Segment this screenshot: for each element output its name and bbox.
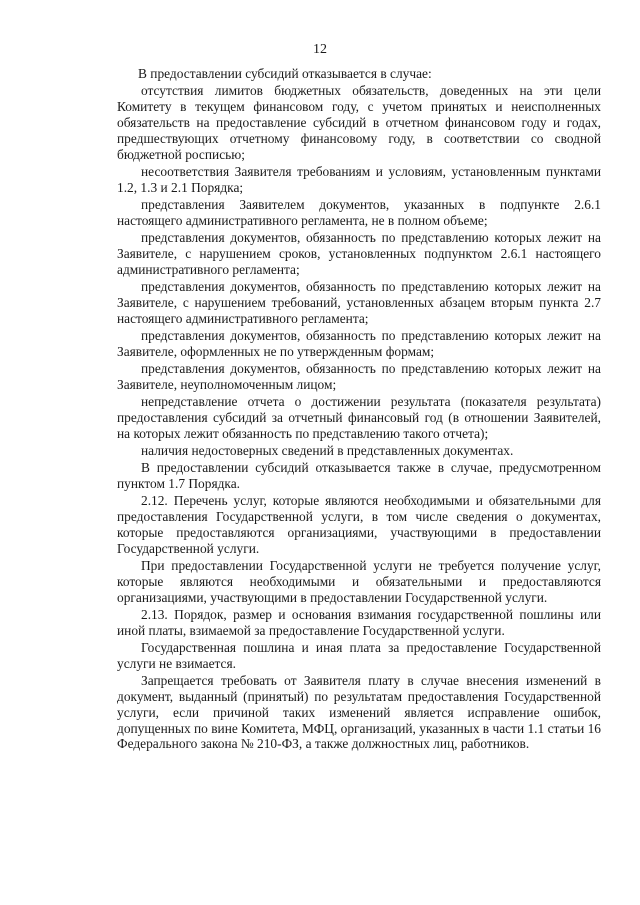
paragraph-reason-false-info: наличия недостоверных сведений в представленных документах. — [141, 442, 514, 458]
paragraph-reason-limits: отсутствия лимитов бюджетных обязательств, доведенных на эти цели Комитету в текущем финансовом году, с учетом принятых и неисполненных обязательств на предоставление субсидий в отчетном финансовом году и годах, предшествующих отчетному финансовому году, в соответствии со сводной бюджетной росписью; — [117, 83, 601, 162]
paragraph-reason-report: непредставление отчета о достижении результата (показателя результата) предоставления субсидий за отчетный финансовый год (в отношении Заявителей, на которых лежит обязанность по представлению такого отчета); — [117, 394, 601, 441]
paragraph-reason-forms: представления документов, обязанность по представлению которых лежит на Заявителе, оформленных не по утвержденным формам; — [117, 327, 601, 359]
paragraph-no-fee: Государственная пошлина и иная плата за предоставление Государственной услуги не взимается. — [117, 640, 601, 671]
paragraph-section-2-12: 2.12. Перечень услуг, которые являются необходимыми и обязательными для предоставления Государственной услуги, в том числе сведения о документах, которые предоставляются организациями, участвующими в предоставлении Государственной услуги. — [117, 493, 601, 556]
paragraph-fee-prohibited: Запрещается требовать от Заявителя плату в случае внесения изменений в документ, выданный (принятый) по результатам предоставления Государственной услуги, если причиной таких изменений является исправление ошибок, допущенных по вине Комитета, МФЦ, организаций, указанных в части 1.1 статьи 16 Федерального закона № 210-ФЗ, а также должностных лиц, работников. — [117, 673, 601, 752]
paragraph-intro: В предоставлении субсидий отказывается в случае: — [138, 66, 432, 81]
paragraph-reason-requirements: несоответствия Заявителя требованиям и условиям, установленным пунктами 1.2, 1.3 и 2.1 Порядка; — [117, 163, 601, 195]
paragraph-reason-unauthorized: представления документов, обязанность по представлению которых лежит на Заявителе, неуполномоченным лицом; — [117, 360, 601, 392]
paragraph-no-services-required: При предоставлении Государственной услуги не требуется получение услуг, которые являются необходимыми и обязательными и предоставляются организациями, участвующими в предоставлении Государственной услуги. — [117, 558, 601, 605]
paragraph-reason-deadline: представления документов, обязанность по представлению которых лежит на Заявителе, с нарушением сроков, установленных подпунктом 2.6.1 настоящего административного регламента; — [117, 230, 601, 277]
paragraph-also-refused: В предоставлении субсидий отказывается также в случае, предусмотренном пунктом 1.7 Порядка. — [117, 460, 601, 491]
page-number: 12 — [313, 42, 327, 57]
paragraph-section-2-13: 2.13. Порядок, размер и основания взимания государственной пошлины или иной платы, взимаемой за предоставление Государственной услуги. — [117, 606, 601, 638]
paragraph-reason-format-requirements: представления документов, обязанность по представлению которых лежит на Заявителе, с нарушением требований, установленных абзацем вторым пункта 2.7 настоящего административного регламента; — [117, 278, 601, 326]
document-body — [117, 66, 601, 754]
paragraph-reason-incomplete: представления Заявителем документов, указанных в подпункте 2.6.1 настоящего административного регламента, не в полном объеме; — [117, 196, 601, 228]
